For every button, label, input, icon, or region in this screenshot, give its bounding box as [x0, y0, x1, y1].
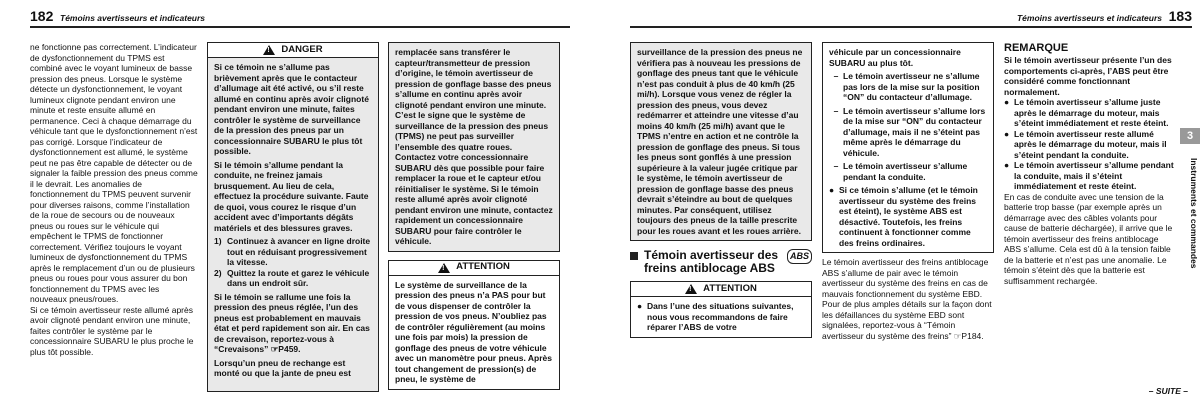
warning-triangle-icon: [263, 45, 275, 55]
paragraph: Si ce témoin ne s’allume pas brièvement après que le contacteur d’allumage ait été activé, ou s’il reste allumé en continu après avoir clignoté pendant environ une minute, faites contrôler le système de surveillance de la pression des pneus par un concessionnaire SUBARU le plus tôt possible.: [214, 62, 369, 156]
list-item: ● Si ce témoin s’allume (et le témoin avertisseur du système des freins est éteint), le système ABS est désactivé. Toutefois, les freins continuent à fonctionner comme des freins ordinaires.: [829, 185, 978, 248]
list-item: ● Le témoin avertisseur reste allumé après le démarrage du moteur, mais il s’éteint pendant la conduite.: [1004, 128, 1167, 160]
danger-header: [208, 43, 378, 58]
page-right: [610, 0, 1200, 402]
danger-box: [207, 42, 379, 392]
column-left: [630, 42, 812, 338]
warning-triangle-icon: [685, 284, 697, 294]
paragraph: Si ce témoin avertisseur reste allumé après avoir clignoté pendant environ une minute, faites contrôler le système par le concessionnaire SUBARU le plus proche le plus tôt possible.: [30, 304, 194, 357]
paragraph: Le système de surveillance de la pression des pneus n’a PAS pour but de vous dispenser de contrôler la pression de vos pneus. N’oubliez pas de contrôler régulièrement (au moins une fois par mois) la pression de gonflage des pneus de votre véhicule avec un manomètre pour pneus. Après tout changement de pression(s) de pneu, le système de: [395, 279, 552, 384]
attention-label: ATTENTION: [703, 282, 757, 294]
chapter-title: Instruments et commandes: [1189, 158, 1199, 269]
column-middle: [822, 42, 994, 341]
attention-box: [630, 281, 812, 338]
list-item: ● Le témoin avertisseur s’allume juste après le démarrage du moteur, mais s’éteint immédiatement et reste éteint.: [1004, 97, 1169, 128]
page-left: [0, 0, 590, 402]
square-bullet-icon: [630, 252, 638, 260]
section-title: Témoin avertisseur des freins antiblocage ABS: [644, 248, 779, 275]
remarque-title: REMARQUE: [1004, 42, 1069, 54]
column-right: [388, 42, 560, 390]
paragraph: Le témoin avertisseur des freins antiblocage ABS s’allume de pair avec le témoin avertisseur du système des freins en cas de mauvais fonctionnement du système EBD. Pour de plus amples détails sur la façon dont les défaillances du système EBD sont signalées, reportez-vous à “Témoin avertisseur du système des freins” ☞P184.: [822, 257, 992, 341]
column-right: [1004, 42, 1174, 286]
warning-triangle-icon: [438, 263, 450, 273]
paragraph: surveillance de la pression des pneus ne vérifiera pas à nouveau les pressions de gonflage des pneus tant que le véhicule n’est pas conduit à plus de 40 km/h (25 mi/h). Lorsque vous venez de régler la pression des pneus, vous devez redémarrer et atteindre une vitesse d’au moins 40 km/h (25 mi/h) avant que le TPMS n’entre en action et ne contrôle la pression de gonflage des pneus. Si tous les pneus sont gonflés à une pression supérieure à la valeur jugée critique par le système, le témoin avertisseur de pression de gonflage basse des pneus devrait s’éteindre au bout de quelques minutes. Par conséquent, utilisez toujours des pneus de la taille prescrite pour les roues avant et les roues arrière.: [637, 47, 803, 236]
list-item: – Le témoin avertisseur ne s’allume pas lors de la mise sur la position “ON” du contacteur d’allumage.: [833, 71, 980, 102]
paragraph: Lorsqu’un pneu de rechange est monté ou que la jante de pneu est: [214, 357, 351, 378]
paragraph: ne fonctionne pas correctement. L’indicateur de dysfonctionnement du TPMS est combiné avec le voyant lumineux de basse pression des pneus. Lorsque le système détecte un dysfonctionnement, le voyant lumineux clignote pendant environ une minute et reste ensuite allumé en permanence. Ceci à chaque démarrage du véhicule tant que le dysfonctionnement n’est pas corrigé. Lorsque l’indicateur de dysfonctionnement est allumé, le système peut ne pas être capable de détecter ou de signaler la faible pression des pneus comme il le devrait. Les anomalies de fonctionnement du TPMS peuvent survenir pour diverses raisons, comme l’installation de la roue de secours ou de nouveaux pneus ou roues sur le véhicule qui empêchent le TPMS de fonctionner correctement. Vérifiez toujours le voyant lumineux de dysfonctionnement du TPMS après le remplacement d’un ou de plusieurs pneus ou roues pour vous assurer du bon fonctionnement du TPMS avec les nouveaux pneus/roues.: [30, 42, 198, 304]
header-title: Témoins avertisseurs et indicateurs: [60, 13, 206, 23]
attention-label: ATTENTION: [456, 261, 510, 273]
paragraph: Si le témoin se rallume une fois la pression des pneus réglée, l’un des pneus est probablement en mauvais état et perd rapidement son air. En cas de crevaison, reportez-vous à “Crevaisons” ☞P459.: [214, 291, 370, 354]
paragraph: véhicule par un concessionnaire SUBARU au plus tôt.: [829, 47, 961, 68]
header-title: Témoins avertisseurs et indicateurs: [1016, 13, 1162, 23]
paragraph: Si le témoin avertisseur présente l’un des comportements ci-après, l’ABS peut être considéré comme fonctionnant normalement.: [1004, 55, 1172, 97]
attention-header: [631, 282, 811, 297]
danger-box-continued: [388, 42, 560, 252]
page-header: [630, 6, 1192, 28]
list-item: 2) Quittez la route et garez le véhicule dans un endroit sûr.: [214, 267, 370, 288]
paragraph: En cas de conduite avec une tension de la batterie trop basse (par exemple après un démarrage avec des câbles volants pour cause de batterie déchargée), il arrive que le témoin avertisseur des freins antiblocage ABS s’allume. Cela est dû à la tension faible de la batterie et n’est pas une anomalie. Le témoin s’éteint dès que la batterie est suffisamment rechargée.: [1004, 191, 1173, 286]
list-item: – Le témoin avertisseur s’allume pendant la conduite.: [833, 161, 968, 182]
column-text: [30, 42, 198, 357]
attention-box-continued: [822, 42, 994, 253]
list-item: 1) Continuez à avancer en ligne droite tout en réduisant progressivement la vitesse.: [214, 236, 371, 267]
attention-header: [389, 261, 559, 276]
continued-marker: – SUITE –: [1148, 386, 1188, 396]
danger-label: DANGER: [281, 43, 323, 55]
attention-box: [388, 260, 560, 390]
list-item: – Le témoin avertisseur s’allume lors de la mise sur “ON” du contacteur d’allumage, mais il ne s’éteint pas même après le démarrage du véhicule.: [833, 105, 986, 158]
attention-box-continued: [630, 42, 812, 241]
page-number: 182: [30, 8, 54, 24]
chapter-tab: 3: [1180, 128, 1200, 144]
paragraph: remplacée sans transférer le capteur/transmetteur de pression d’origine, le témoin avertisseur de pression de gonflage basse des pneus s’allume en continu après avoir clignoté pendant environ une minute. C’est le signe que le système de surveillance de la pression des pneus (TPMS) ne peut pas surveiller l’ensemble des quatre roues. Contactez votre concessionnaire SUBARU dès que possible pour faire remplacer la roue et le capteur et/ou réinitialiser le système. Si le témoin reste allumé après avoir clignoté pendant environ une minute, contactez rapidement un concessionnaire SUBARU pour faire contrôler le véhicule.: [395, 47, 553, 246]
page-number: 183: [1168, 8, 1192, 24]
page-header: [30, 6, 570, 28]
paragraph: Si le témoin s’allume pendant la conduite, ne freinez jamais brusquement. Au lieu de cela, effectuez la procédure suivante. Faute de quoi, vous courez le risque d’un accident avec d’importants dégâts matériels et des blessures graves.: [214, 159, 369, 233]
abs-warning-icon: ABS: [787, 249, 812, 264]
list-item: ● Le témoin avertisseur s’allume pendant la conduite, mais il s’éteint immédiatement et reste éteint.: [1004, 160, 1174, 191]
section-heading: [630, 249, 812, 275]
list-item: ● Dans l’une des situations suivantes, nous vous recommandons de faire réparer l’ABS de votre: [637, 301, 794, 332]
